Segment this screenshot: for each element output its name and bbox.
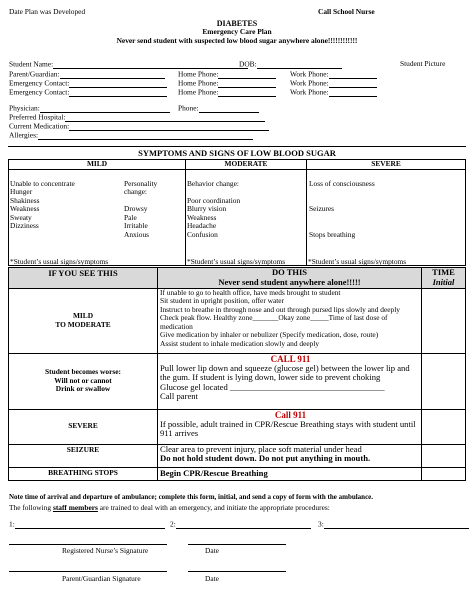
emergency-contact-label: Emergency Contact: xyxy=(9,87,70,97)
time-cell[interactable] xyxy=(422,444,466,467)
page-title: DIABETES xyxy=(216,19,258,28)
initial-label: Initial xyxy=(432,276,455,287)
if-you-see-header: IF YOU SEE THIS xyxy=(9,268,158,289)
row-actions-breathing xyxy=(158,467,422,480)
table-row xyxy=(9,409,466,444)
action-line: Clear area to prevent injury, place soft material under head xyxy=(160,443,362,454)
nurse-signature-field[interactable] xyxy=(9,536,167,545)
time-cell[interactable] xyxy=(422,353,466,409)
medication-label: Current Medication: xyxy=(9,121,70,131)
dob-field[interactable] xyxy=(239,60,342,69)
row-label-mild: MILD TO MODERATE xyxy=(9,288,158,353)
parent-label: Parent/Guardian: xyxy=(9,69,60,79)
student-name-field[interactable] xyxy=(9,60,248,69)
action-line: the gum. If student is lying down, lower side to prevent choking xyxy=(160,372,381,383)
mild-list-1 xyxy=(10,180,75,231)
usual-signs-mild: *Student’s usual signs/symptoms xyxy=(10,256,109,266)
time-cell[interactable] xyxy=(422,288,466,353)
list-item: Unable to concentrate xyxy=(10,178,75,188)
ambulance-note: Note time of arrival and departure of ambulance; complete this form, initial, and send a copy of form with the ambulance. xyxy=(9,493,374,501)
staff-members-link: staff members xyxy=(52,503,98,512)
staff-number-2: 2: xyxy=(170,519,176,529)
row-actions-worse xyxy=(158,353,422,409)
do-this-header xyxy=(158,268,422,289)
staff-post: are trained to deal with an emergency, and initiate the appropriate procedures: xyxy=(97,503,330,512)
action-line: Assist student to inhale medication slowly and deeply xyxy=(160,338,320,348)
action-line: Glucose gel located ____________________________________ xyxy=(160,381,385,392)
list-item: Pale xyxy=(124,212,137,222)
call-nurse-label: Call School Nurse xyxy=(318,7,375,16)
hospital-label: Preferred Hospital: xyxy=(9,112,66,122)
list-item: Sweaty xyxy=(10,212,32,222)
warning-text: Never send student with suspected low blood sugar anywhere alone!!!!!!!!!!!! xyxy=(116,36,358,45)
time-cell[interactable] xyxy=(422,467,466,480)
mild-list-2 xyxy=(124,180,157,240)
phone-label: Phone: xyxy=(178,103,199,113)
list-item: Stops breathing xyxy=(309,229,356,239)
list-item: Shakiness xyxy=(10,195,40,205)
allergies-label: Allergies: xyxy=(9,130,39,140)
list-item: Confusion xyxy=(187,229,218,239)
table-row xyxy=(9,467,466,480)
row-label-breathing: BREATHING STOPS xyxy=(9,467,158,480)
call-911-label: CALL 911 xyxy=(270,353,311,364)
date-plan-label: Date Plan was Developed xyxy=(9,7,86,16)
staff-number-3: 3: xyxy=(318,519,324,529)
action-line: Begin CPR/Rescue Breathing xyxy=(160,467,268,478)
moderate-cell xyxy=(186,169,307,265)
usual-signs-severe: *Student’s usual signs/symptoms xyxy=(308,256,407,266)
student-name-label: Student Name: xyxy=(9,59,54,69)
list-item: Poor coordination xyxy=(187,195,241,205)
do-this-subtitle: Never send student anywhere alone!!!!! xyxy=(218,276,361,287)
parent-date-field[interactable] xyxy=(188,563,286,572)
table-row xyxy=(9,288,466,353)
row-label-severe: SEVERE xyxy=(9,409,158,444)
action-line: 911 arrives xyxy=(160,428,199,439)
severe-header: SEVERE xyxy=(307,160,466,170)
severe-list xyxy=(309,180,375,240)
parent-date-label: Date xyxy=(205,574,219,583)
list-item: Blurry vision xyxy=(187,204,227,214)
list-item: Anxious xyxy=(124,229,150,239)
time-header xyxy=(422,268,466,289)
action-line: Pull lower lip down and squeeze (glucose gel) between the lower lip and xyxy=(160,362,410,373)
row-actions-seizure xyxy=(158,444,422,467)
moderate-header: MODERATE xyxy=(186,160,307,170)
row-label-worse: Student becomes worse: Will not or cannot Drink or swallow xyxy=(9,353,158,409)
action-line: Instruct to breathe in through nose and out through pursed lips slowly and deeply xyxy=(160,304,400,314)
work-phone-label: Work Phone: xyxy=(290,78,329,88)
student-picture-label: Student Picture xyxy=(400,59,446,68)
list-item: Seizures xyxy=(309,204,335,214)
list-item: Weakness xyxy=(187,212,217,222)
list-item: Weakness xyxy=(10,204,40,214)
home-phone-label: Home Phone: xyxy=(178,87,219,97)
call-911-label: Call 911 xyxy=(274,409,307,420)
action-line: Call parent xyxy=(160,391,198,402)
home-phone-label: Home Phone: xyxy=(178,69,219,79)
mild-header: MILD xyxy=(9,160,186,170)
list-item: Loss of consciousness xyxy=(309,178,375,188)
list-item: Hunger xyxy=(10,187,33,197)
action-header-row xyxy=(9,268,466,289)
list-item: Headache xyxy=(187,221,217,231)
moderate-list xyxy=(187,180,240,240)
work-phone-label: Work Phone: xyxy=(290,69,329,79)
action-line: Sit student in upright position, offer water xyxy=(160,296,285,306)
work-phone-field-3[interactable] xyxy=(290,88,377,97)
list-item: Dizziness xyxy=(10,221,39,231)
parent-signature-label: Parent/Guardian Signature xyxy=(62,574,141,583)
time-cell[interactable] xyxy=(422,409,466,444)
staff-field-1[interactable] xyxy=(9,520,165,529)
symptoms-title: SYMPTOMS AND SIGNS OF LOW BLOOD SUGAR xyxy=(138,148,336,158)
list-item: Irritable xyxy=(124,221,148,231)
row-actions-severe xyxy=(158,409,422,444)
nurse-date-field[interactable] xyxy=(188,536,286,545)
mild-cell xyxy=(9,169,186,265)
row-label-seizure: SEIZURE xyxy=(9,444,158,467)
emergency-contact-field-2[interactable] xyxy=(9,88,167,97)
parent-signature-field[interactable] xyxy=(9,563,167,572)
home-phone-label: Home Phone: xyxy=(178,78,219,88)
list-item: Personality xyxy=(124,178,158,188)
list-item: Drowsy xyxy=(124,204,148,214)
list-item: change: xyxy=(124,187,147,197)
list-item: Behavior change: xyxy=(187,178,239,188)
dob-label: DOB: xyxy=(239,59,257,69)
emergency-contact-label: Emergency Contact: xyxy=(9,78,70,88)
action-line: Do not hold student down. Do not put anything in mouth. xyxy=(160,453,371,464)
page-subtitle: Emergency Care Plan xyxy=(202,27,272,36)
divider xyxy=(8,146,466,147)
allergies-field[interactable] xyxy=(9,131,253,140)
action-line: Check peak flow. Healthy zone_______Okay zone_____Time of last dose of medication xyxy=(160,313,388,331)
nurse-signature-label: Registered Nurse’s Signature xyxy=(62,546,149,555)
action-line: If possible, adult trained in CPR/Rescue Breathing stays with student until xyxy=(160,418,416,429)
staff-field-2[interactable] xyxy=(170,520,311,529)
time-title: TIME xyxy=(432,267,455,277)
work-phone-label: Work Phone: xyxy=(290,87,329,97)
do-this-title: DO THIS xyxy=(271,267,308,277)
action-line: Give medication by inhaler or nebulizer (Specify medication, dose, route) xyxy=(160,330,379,340)
phone-field[interactable] xyxy=(178,104,259,113)
symptoms-table xyxy=(8,159,466,266)
table-row xyxy=(9,444,466,467)
action-line: If unable to go to health office, have meds brought to student xyxy=(160,287,341,297)
home-phone-field-3[interactable] xyxy=(178,88,276,97)
nurse-date-label: Date xyxy=(205,546,219,555)
staff-number-1: 1: xyxy=(9,519,15,529)
action-table xyxy=(8,267,466,481)
usual-signs-moderate: *Student’s usual signs/symptoms xyxy=(187,256,286,266)
medication-field[interactable] xyxy=(9,122,269,131)
staff-field-3[interactable] xyxy=(318,520,469,529)
staff-pre: The following xyxy=(9,503,53,512)
staff-statement xyxy=(9,504,330,513)
severe-cell xyxy=(307,169,466,265)
row-actions-mild xyxy=(158,288,422,353)
table-row xyxy=(9,353,466,409)
physician-label: Physician: xyxy=(9,103,40,113)
